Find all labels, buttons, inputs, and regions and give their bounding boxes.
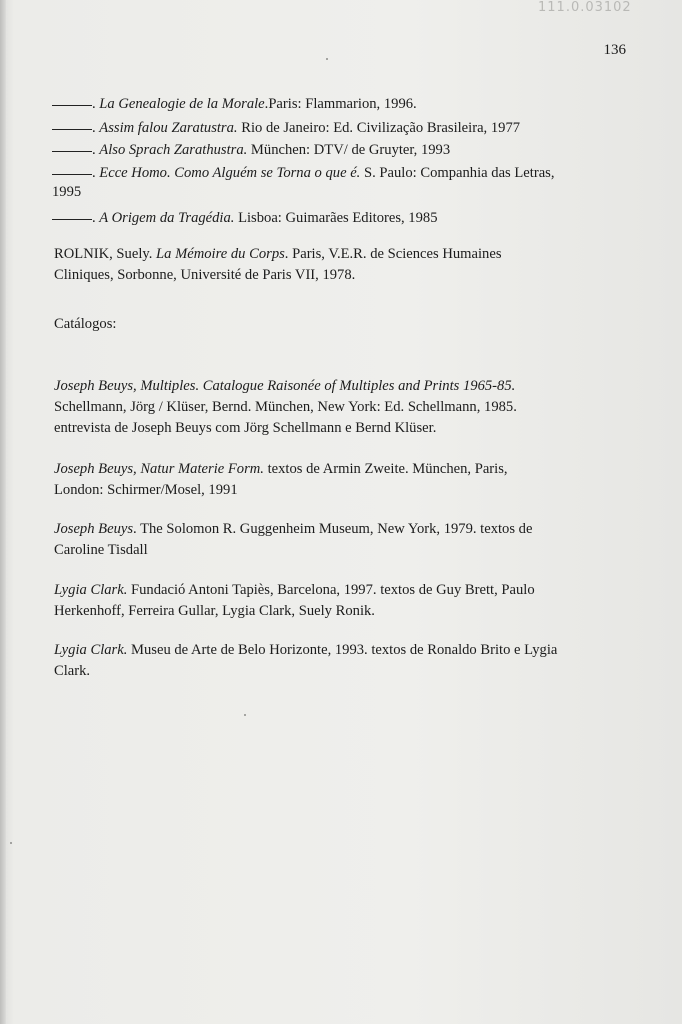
entry-details: Cliniques, Sorbonne, Université de Paris VII, 1978.: [54, 267, 356, 283]
catalog-entry: [54, 459, 574, 501]
section-heading-catalogs: Catálogos:: [54, 316, 117, 332]
entry-details: . Paris, V.E.R. de Sciences Humaines: [284, 246, 502, 262]
entry-title: Joseph Beuys, Natur Materie Form.: [54, 461, 264, 477]
bibliography-entry-rolnik: [54, 244, 574, 286]
entry-details: textos de Armin Zweite. München, Paris,: [263, 461, 508, 477]
entry-details: Clark.: [54, 663, 91, 679]
entry-title: Joseph Beuys, Multiples. Catalogue Raisonée of Multiples and Prints 1965-85.: [54, 378, 516, 394]
entry-details: entrevista de Joseph Beuys com Jörg Schellmann e Bernd Klüser.: [54, 420, 437, 436]
repeat-author-dash: [52, 129, 92, 130]
entry-details: Schellmann, Jörg / Klüser, Bernd. München, New York: Ed. Schellmann, 1985.: [54, 399, 517, 415]
entry-title: La Genealogie de la Morale: [99, 96, 265, 112]
entry-title: La Mémoire du Corps: [156, 246, 285, 262]
bibliography-entry: . Ecce Homo. Como Alguém se Torna o que é. S. Paulo: Companhia das Letras,: [52, 163, 555, 183]
entry-details: München: DTV/ de Gruyter, 1993: [247, 142, 451, 158]
entry-author: ROLNIK, Suely.: [54, 246, 157, 262]
entry-title: Assim falou Zaratustra.: [99, 120, 238, 136]
catalog-entry: [54, 580, 574, 622]
entry-details: Rio de Janeiro: Ed. Civilização Brasileira, 1977: [237, 120, 521, 136]
page-spine-shadow: [0, 0, 6, 1024]
catalog-entry: [54, 376, 654, 439]
entry-details: Herkenhoff, Ferreira Gullar, Lygia Clark, Suely Ronik.: [54, 603, 375, 619]
catalog-entry: [54, 640, 574, 682]
catalog-entry: [54, 519, 574, 561]
bibliography-entry: . Also Sprach Zarathustra. München: DTV/ de Gruyter, 1993: [52, 140, 450, 160]
entry-title: Lygia Clark.: [54, 582, 128, 598]
entry-title: Also Sprach Zarathustra.: [99, 142, 248, 158]
entry-details: London: Schirmer/Mosel, 1991: [54, 482, 238, 498]
bibliography-entry: . La Genealogie de la Morale.Paris: Flammarion, 1996.: [52, 94, 417, 114]
entry-details: Lisboa: Guimarães Editores, 1985: [234, 210, 438, 226]
paper-speck: [326, 58, 328, 60]
entry-details: Fundació Antoni Tapiès, Barcelona, 1997. textos de Guy Brett, Paulo: [127, 582, 535, 598]
entry-title: Lygia Clark.: [54, 642, 128, 658]
corner-archive-mark: 111.0.03102: [538, 0, 632, 15]
entry-title: Joseph Beuys: [54, 521, 134, 537]
repeat-author-dash: [52, 219, 92, 220]
repeat-author-dash: [52, 105, 92, 106]
repeat-author-dash: [52, 174, 92, 175]
entry-details: . The Solomon R. Guggenheim Museum, New York, 1979. textos de: [133, 521, 533, 537]
page-number: 136: [603, 42, 626, 58]
bibliography-entry: . A Origem da Tragédia. Lisboa: Guimarães Editores, 1985: [52, 208, 438, 228]
paper-speck: [244, 714, 246, 716]
bibliography-entry: . Assim falou Zaratustra. Rio de Janeiro: Ed. Civilização Brasileira, 1977: [52, 118, 520, 138]
paper-speck: [10, 842, 12, 844]
entry-title: Ecce Homo. Como Alguém se Torna o que é.: [99, 165, 361, 181]
entry-details: .Paris: Flammarion, 1996.: [264, 96, 417, 112]
entry-details: S. Paulo: Companhia das Letras,: [360, 165, 555, 181]
entry-details: Caroline Tisdall: [54, 542, 148, 558]
entry-details: Museu de Arte de Belo Horizonte, 1993. textos de Ronaldo Brito e Lygia: [127, 642, 558, 658]
bibliography-entry-continuation: 1995: [52, 184, 82, 200]
repeat-author-dash: [52, 151, 92, 152]
entry-title: A Origem da Tragédia.: [99, 210, 235, 226]
